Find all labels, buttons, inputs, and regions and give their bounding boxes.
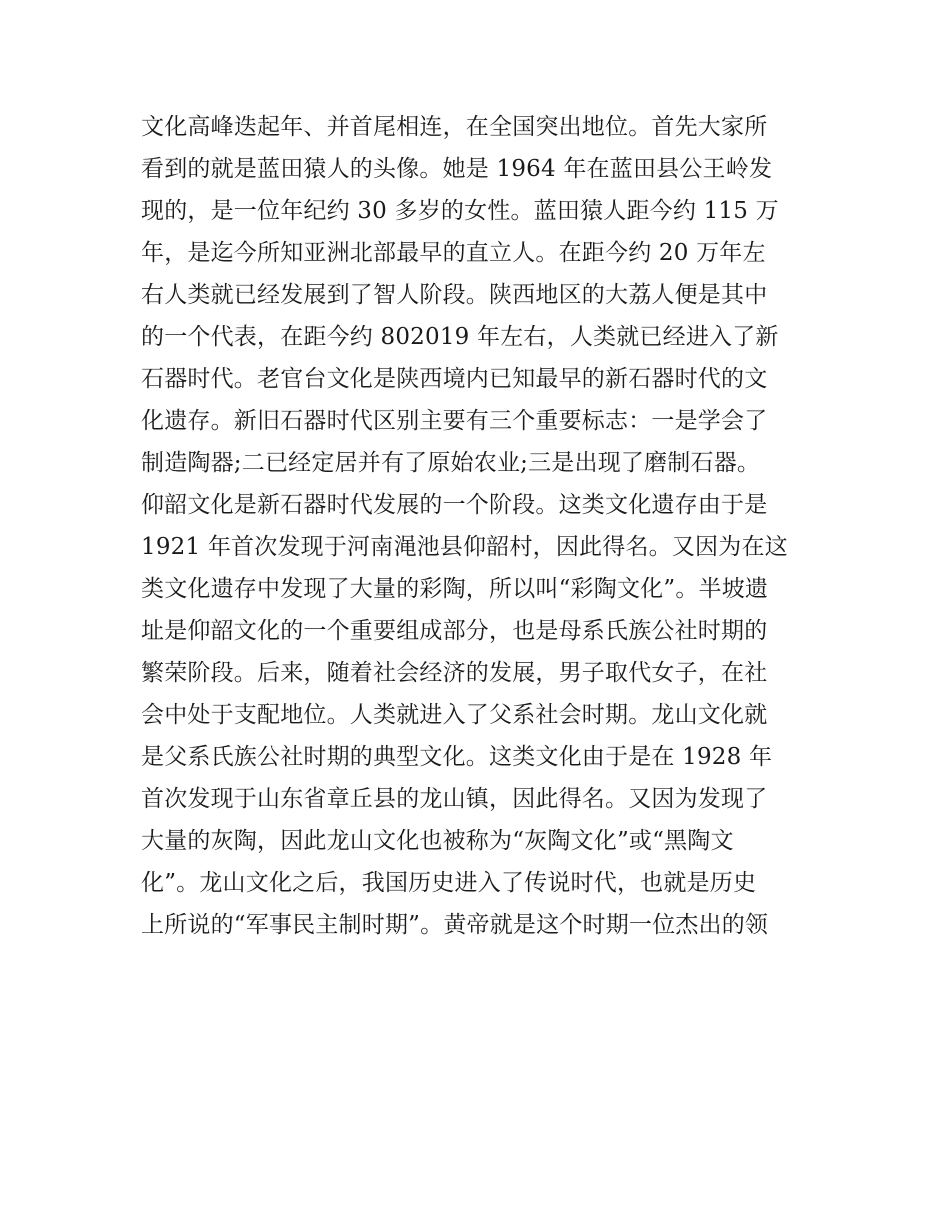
- text-line: 首次发现于山东省章丘县的龙山镇，因此得名。又因为发现了: [141, 786, 768, 812]
- text-line: 文化高峰迭起年、并首尾相连，在全国突出地位。首先大家所: [141, 114, 768, 140]
- text-line: 看到的就是蓝田猿人的头像。她是 1964 年在蓝田县公王岭发: [141, 156, 773, 182]
- text-line: 繁荣阶段。后来，随着社会经济的发展，男子取代女子，在社: [141, 660, 768, 686]
- body-paragraph: [141, 106, 821, 946]
- text-line: 化遗存。新旧石器时代区别主要有三个重要标志：一是学会了: [141, 408, 768, 434]
- text-line: 仰韶文化是新石器时代发展的一个阶段。这类文化遗存由于是: [141, 492, 768, 518]
- text-line: 制造陶器;二已经定居并有了原始农业;三是出现了磨制石器。: [141, 450, 761, 476]
- text-line: 化”。龙山文化之后，我国历史进入了传说时代，也就是历史: [141, 870, 757, 896]
- text-line: 大量的灰陶，因此龙山文化也被称为“灰陶文化”或“黑陶文: [141, 828, 734, 854]
- text-line: 上所说的“军事民主制时期”。黄帝就是这个时期一位杰出的领: [141, 912, 769, 938]
- text-line: 会中处于支配地位。人类就进入了父系社会时期。龙山文化就: [141, 702, 768, 728]
- text-line: 右人类就已经发展到了智人阶段。陕西地区的大荔人便是其中: [141, 282, 768, 308]
- text-line: 是父系氏族公社时期的典型文化。这类文化由于是在 1928 年: [141, 744, 773, 770]
- text-line: 的一个代表，在距今约 802019 年左右，人类就已经进入了新: [141, 324, 779, 350]
- text-line: 石器时代。老官台文化是陕西境内已知最早的新石器时代的文: [141, 366, 768, 392]
- text-line: 年，是迄今所知亚洲北部最早的直立人。在距今约 20 万年左: [141, 240, 766, 266]
- text-line: 址是仰韶文化的一个重要组成部分，也是母系氏族公社时期的: [141, 618, 768, 644]
- text-line: 类文化遗存中发现了大量的彩陶，所以叫“彩陶文化”。半坡遗: [141, 576, 769, 602]
- text-line: 现的，是一位年纪约 30 多岁的女性。蓝田猿人距今约 115 万: [141, 198, 779, 224]
- text-line: 1921 年首次发现于河南渑池县仰韶村，因此得名。又因为在这: [141, 534, 788, 560]
